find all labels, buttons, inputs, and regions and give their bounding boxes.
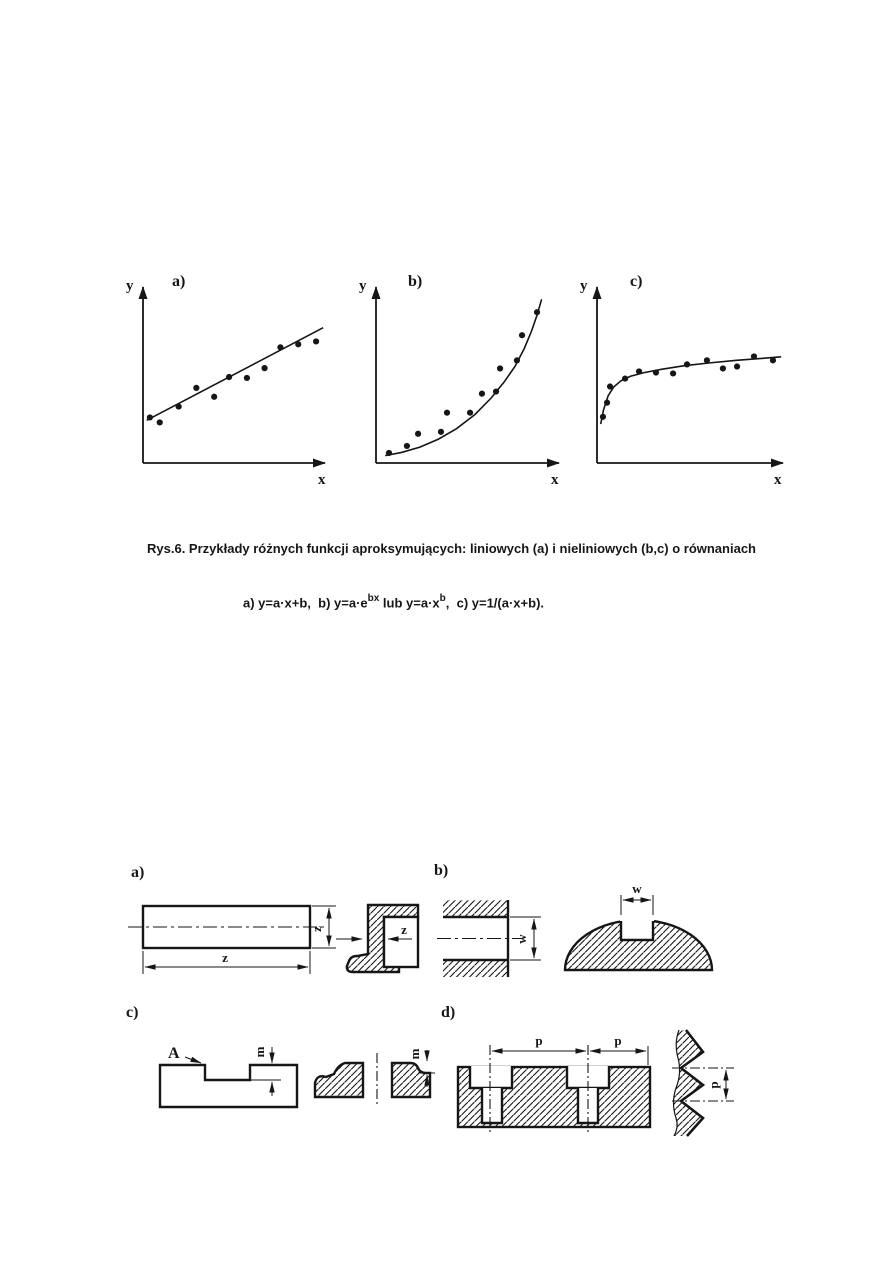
datum-label: A (168, 1045, 180, 1062)
data-point (386, 450, 392, 456)
data-point (622, 375, 628, 381)
drawing-b-label: b) (434, 862, 449, 879)
datum-leader (185, 1057, 201, 1063)
data-point (226, 374, 232, 380)
chart-b (348, 263, 583, 498)
panel-label: c) (630, 273, 643, 290)
chart-a (118, 263, 353, 498)
x-axis-label: x (774, 472, 782, 488)
data-point (493, 388, 499, 394)
data-point (404, 443, 410, 449)
data-point (519, 332, 525, 338)
dim-m-step: m (407, 1048, 422, 1060)
engineering-drawings (0, 855, 893, 1165)
caption-eq-part: a) y=a·x+b, b) y=a·e (242, 595, 368, 611)
hatch-band-top (443, 900, 508, 917)
drawing-a-label: a) (131, 864, 145, 881)
chart-c (568, 263, 808, 498)
data-point (607, 383, 613, 389)
x-axis-label: x (551, 472, 559, 488)
data-point (277, 344, 283, 350)
data-point (176, 403, 182, 409)
plot-area (147, 328, 324, 426)
y-axis-label: y (359, 278, 367, 294)
drawing-c-label: c) (126, 1004, 139, 1021)
data-point (684, 361, 690, 367)
data-point (497, 365, 503, 371)
data-point (467, 410, 473, 416)
data-point (211, 394, 217, 400)
dim-z-length: z (222, 950, 228, 965)
data-point (670, 370, 676, 376)
data-point (720, 365, 726, 371)
data-point (313, 338, 319, 344)
data-point (514, 357, 520, 363)
drawing-d (441, 1004, 734, 1136)
data-point (636, 368, 642, 374)
slot-1 (482, 1088, 502, 1123)
data-point (534, 309, 540, 315)
data-point (751, 353, 757, 359)
data-point (604, 400, 610, 406)
y-axis-label: y (580, 278, 588, 294)
panel-label: b) (408, 273, 423, 290)
data-point (193, 385, 199, 391)
flange-right (392, 1063, 430, 1097)
dim-p2: p (614, 1033, 622, 1048)
data-point (261, 365, 267, 371)
data-point (295, 341, 301, 347)
caption-superscript: b (439, 593, 446, 604)
dim-z-height: z (309, 926, 324, 932)
drawing-b (434, 862, 712, 977)
data-point (600, 414, 606, 420)
block-outline (160, 1065, 297, 1107)
flange-left (315, 1063, 363, 1097)
drawing-a (128, 864, 418, 974)
data-point (147, 414, 153, 420)
dim-p-profile: p (706, 1081, 721, 1089)
caption-superscript: bx (367, 593, 380, 604)
hatch-band-bottom (443, 960, 508, 977)
data-point (479, 391, 485, 397)
figure-caption (70, 506, 833, 645)
data-point (770, 357, 776, 363)
data-point (157, 419, 163, 425)
drawing-c (126, 1004, 435, 1107)
trend-line (601, 357, 781, 424)
data-point (244, 375, 250, 381)
trend-line (385, 299, 541, 455)
caption-line1: Rys.6. Przykłady różnych funkcji aproksymujących: liniowych (a) i nieliniowych (b,c) o równaniach (147, 541, 756, 556)
data-point (415, 431, 421, 437)
dim-w-bore: w (514, 934, 529, 944)
plot-area (600, 353, 781, 424)
dim-m-depth: m (252, 1046, 267, 1058)
data-point (438, 429, 444, 435)
slot-clear (620, 912, 654, 940)
data-point (653, 369, 659, 375)
x-axis-label: x (318, 472, 326, 488)
data-point (734, 363, 740, 369)
dim-w-slot: w (632, 881, 642, 896)
drawing-d-label: d) (441, 1004, 456, 1021)
recess-1 (470, 1066, 512, 1088)
y-axis-label: y (126, 278, 134, 294)
dim-z-thickness: z (401, 922, 407, 937)
dim-p1: p (535, 1033, 543, 1048)
plot-area (385, 299, 541, 456)
caption-line2 (12, 591, 775, 611)
panel-label: a) (172, 273, 186, 290)
data-point (704, 357, 710, 363)
caption-eq-part: lub y=a·x (379, 595, 440, 611)
caption-eq-part: , c) y=1/(a·x+b). (445, 595, 545, 611)
data-point (444, 410, 450, 416)
